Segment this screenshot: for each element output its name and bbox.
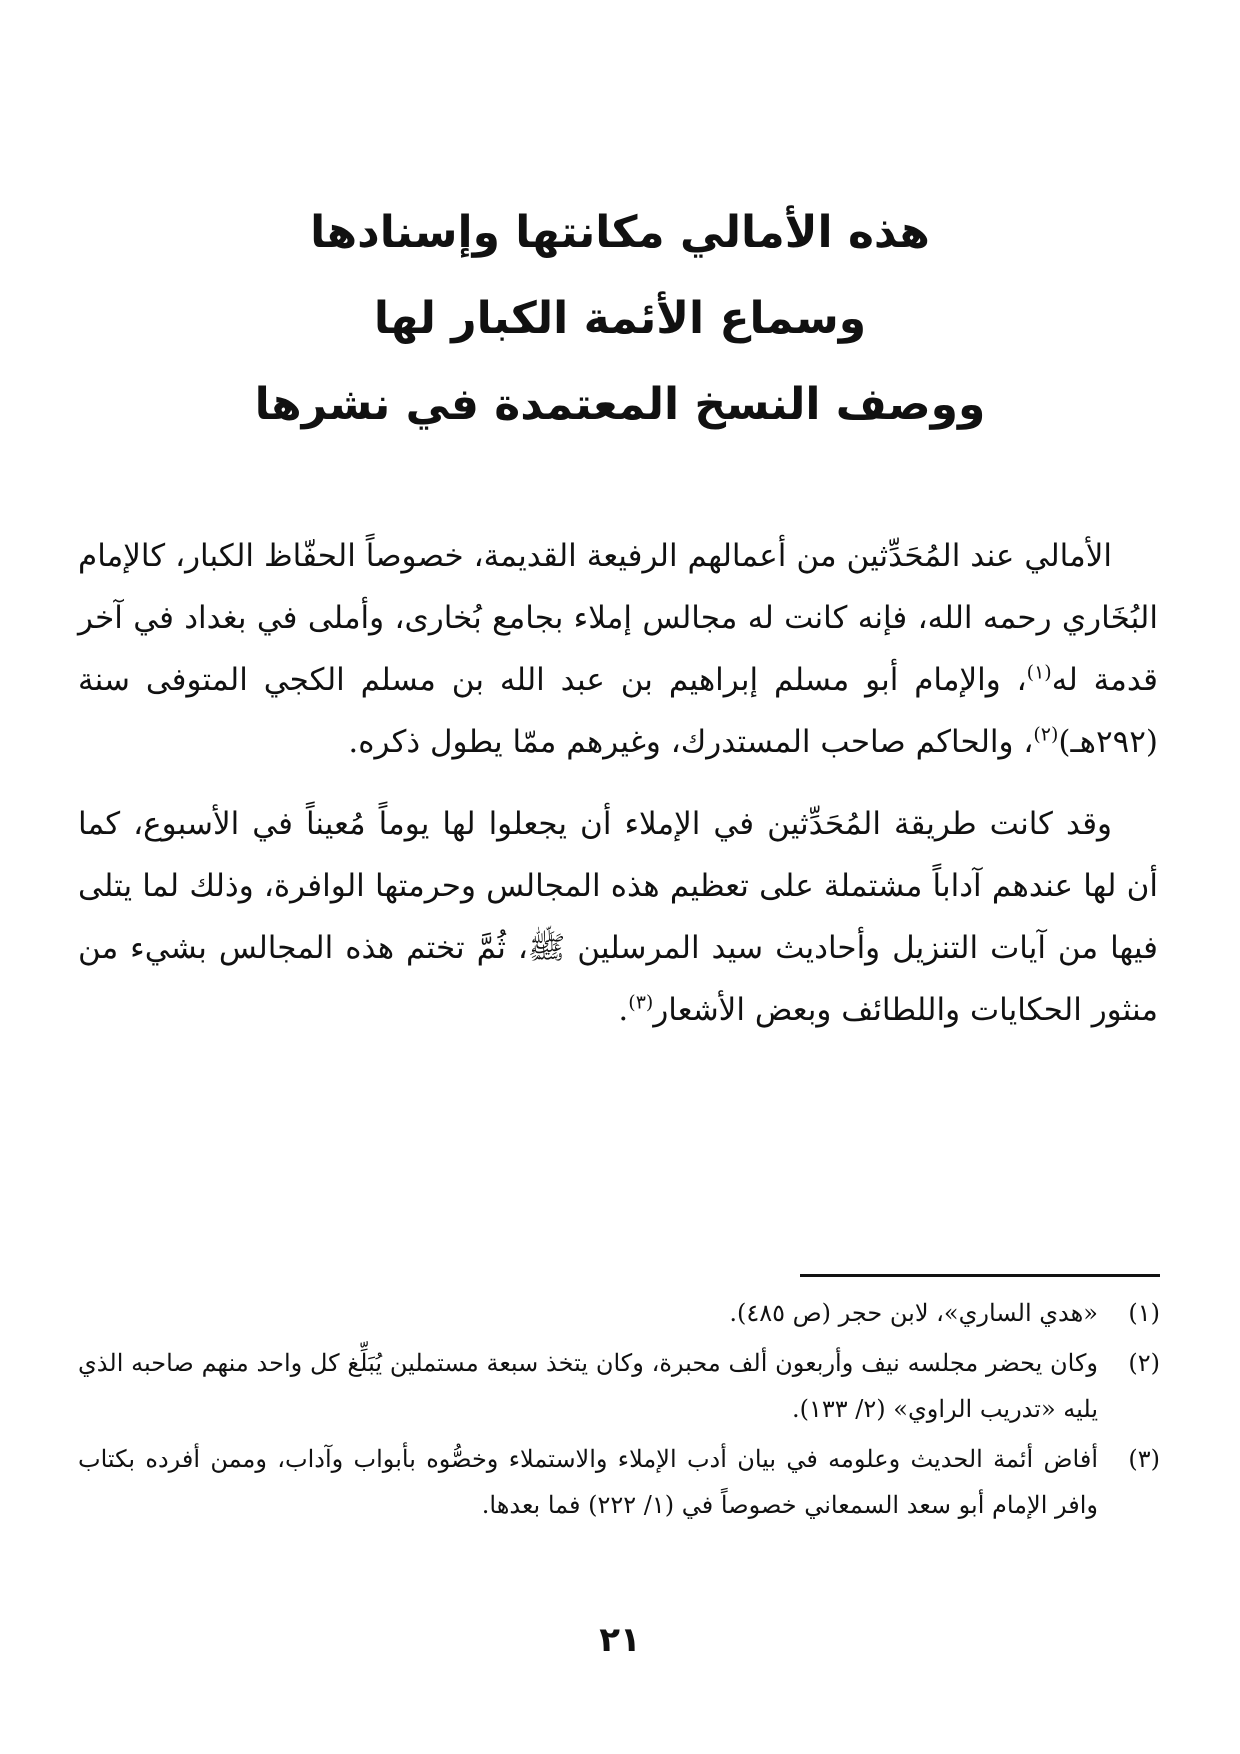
footnote-2 <box>78 1340 1160 1432</box>
main-text <box>78 525 1158 1061</box>
footnote-text: «هدي الساري»، لابن حجر (ص ٤٨٥). <box>729 1299 1098 1327</box>
paragraph-1 <box>78 525 1158 773</box>
footnote-text: أفاض أئمة الحديث وعلومه في بيان أدب الإملاء والاستملاء وخصُّوه بأبواب وآداب، وممن أفرده بكتاب وافر الإمام أبو سعد السمعاني خصوصاً في (١/ ٢٢٢) فما بعدها. <box>78 1445 1098 1519</box>
footnote-3 <box>78 1436 1160 1528</box>
footnote-number: (٣) <box>1128 1445 1160 1473</box>
paragraph-2-part-2: . <box>618 992 629 1028</box>
footnote-ref-3[interactable]: (٣) <box>628 991 654 1014</box>
footnote-ref-1[interactable]: (١) <box>1026 661 1052 684</box>
chapter-title <box>160 190 1080 448</box>
paragraph-1-part-2: ، والإمام أبو مسلم إبراهيم بن عبد الله بن مسلم الكجي المتوفى سنة (٢٩٢هـ) <box>78 662 1158 760</box>
page-number: ٢١ <box>599 1620 641 1660</box>
footnote-separator <box>800 1274 1160 1277</box>
title-line-2: وسماع الأئمة الكبار لها <box>373 293 867 344</box>
paragraph-1-part-1: الأمالي عند المُحَدِّثين من أعمالهم الرفيعة القديمة، خصوصاً الحفّاظ الكبار، كالإمام البُخَاري رحمه الله، فإنه كانت له مجالس إملاء بجامع بُخارى، وأملى في بغداد في آخر قدمة له <box>78 538 1158 698</box>
title-line-3: ووصف النسخ المعتمدة في نشرها <box>254 379 986 430</box>
footnote-ref-2[interactable]: (٢) <box>1033 723 1059 746</box>
title-line-1: هذه الأمالي مكانتها وإسنادها <box>310 207 930 258</box>
footnote-1 <box>78 1290 1160 1336</box>
paragraph-2 <box>78 793 1158 1041</box>
paragraph-2-part-1: وقد كانت طريقة المُحَدِّثين في الإملاء أن يجعلوا لها يوماً مُعيناً في الأسبوع، كما أن لها عندهم آداباً مشتملة على تعظيم هذه المجالس وحرمتها الوافرة، وذلك لما يتلى فيها من آيات التنزيل وأحاديث سيد المرسلين ﷺ، ثُمَّ تختم هذه المجالس بشيء من منثور الحكايات واللطائف وبعض الأشعار <box>78 806 1158 1028</box>
paragraph-1-part-3: ، والحاكم صاحب المستدرك، وغيرهم ممّا يطول ذكره. <box>348 724 1034 760</box>
footnote-text: وكان يحضر مجلسه نيف وأربعون ألف محبرة، وكان يتخذ سبعة مستملين يُبَلِّغ كل واحد منهم صاحبه الذي يليه «تدريب الراوي» (٢/ ١٣٣). <box>78 1349 1098 1423</box>
footnote-number: (٢) <box>1128 1349 1160 1377</box>
footnotes <box>78 1290 1160 1532</box>
footnote-number: (١) <box>1128 1299 1160 1327</box>
